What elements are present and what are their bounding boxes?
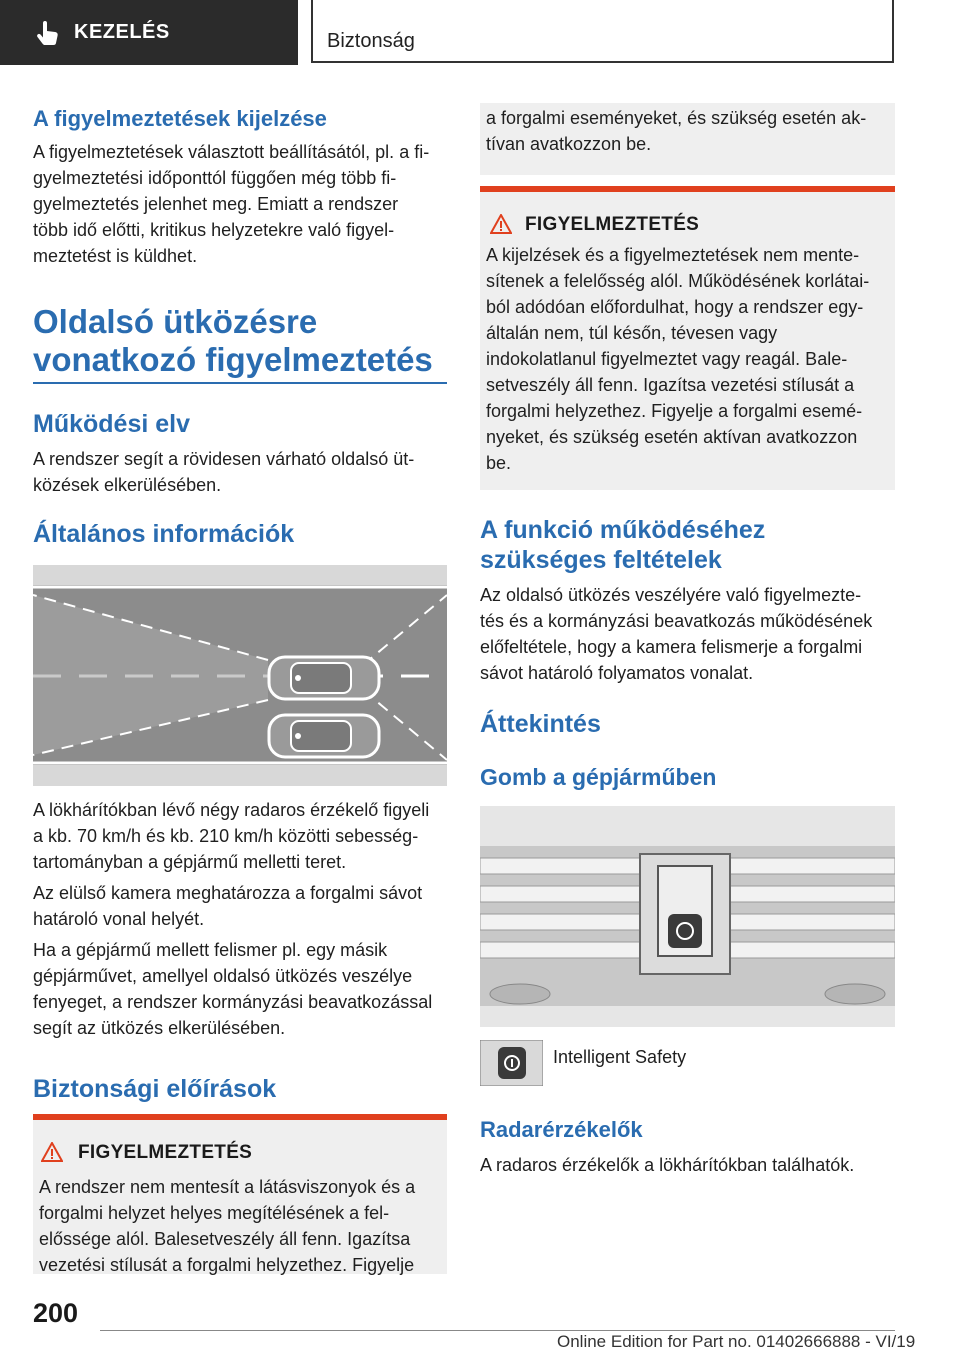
warning-title: FIGYELMEZTETÉS (525, 214, 700, 235)
heading-overview: Áttekintés (480, 710, 601, 738)
heading-requirements-line2: szükséges feltételek (480, 546, 722, 574)
hand-pointer-icon (36, 20, 60, 46)
heading-button: Gomb a gépjárműben (480, 764, 717, 790)
heading-display: A figyelmeztetések kijelzése (33, 106, 327, 131)
warning-text: A rendszer nem mentesít a látásviszonyok és a forgalmi helyzet helyes megítélésének a fel- előssége alól. Balesetveszély áll fenn. Igazítsa vezetési stílusát a forgalmi helyzethez. Figyelje (39, 1177, 416, 1275)
intelligent-safety-button (668, 914, 702, 948)
warning-text-continued: a forgalmi eseményeket, és szükség esetén ak- tívan avatkozzon be. (486, 108, 867, 154)
warning-text: A kijelzések és a figyelmeztetések nem mente- sítenek a felelősség alól. Működésének korlátai- ból adódóan előfordulhat, hogy a rendszer egy- általán nem, túl későn, tévesen vagy indokolatlanul figyelmeztet vagy reagál. Bale- setveszély áll fenn. Igazítsa vezetési stílusát a forgalmi helyzethez. Figyelje a forgalmi esemé- nyeket, és szükség esetén aktívan avatkozzon be. (486, 245, 870, 473)
chapter-header (311, 0, 894, 63)
page-title-line2: vonatkozó figyelmeztetés (33, 341, 433, 378)
button-caption: Intelligent Safety (553, 1047, 687, 1067)
warning-bar (480, 186, 895, 192)
page-title-line1: Oldalsó ütközésre (33, 303, 318, 340)
chapter-title: Biztonság (327, 30, 415, 52)
warning-triangle-icon (490, 214, 512, 234)
warning-bar (33, 1114, 447, 1120)
paragraph-general-3: Ha a gépjármű mellett felismer pl. egy másik gépjárművet, amellyel oldalsó ütközés veszélye fenyeget, a rendszer kormányzási beavatkozással segít az ütközés elkerülésében. (33, 940, 433, 1038)
warning-box-1 (33, 1114, 447, 1274)
warning-title: FIGYELMEZTETÉS (78, 1142, 253, 1163)
paragraph-display: A figyelmeztetések választott beállításától, pl. a fi- gyelmeztetési időponttól függően még több fi- gyelmeztetés jelenhet meg. Emiatt a rendszer több idő előtti, kritikus helyzetekre való figyel- meztetést is küldhet. (33, 142, 430, 266)
page-number: 200 (33, 1298, 79, 1328)
vehicle-other (269, 715, 379, 757)
paragraph-principle: A rendszer segít a rövidesen várható oldalsó üt- közések elkerülésében. (33, 449, 415, 495)
heading-radar: Radarérzékelők (480, 1117, 643, 1142)
vehicle-own (269, 657, 379, 699)
paragraph-general-1: A lökhárítókban lévő négy radaros érzékelő figyeli a kb. 70 km/h és kb. 210 km/h közötti sebesség- tartományban a gépjármű melletti teret. (33, 800, 430, 872)
paragraph-requirements: Az oldalsó ütközés veszélyére való figyelmezte- tés és a kormányzási beavatkozás működésének előfeltétele, hogy a kamera felismerje a forgalmi sávot határoló folyamatos vonalat. (480, 585, 873, 683)
paragraph-radar: A radaros érzékelők a lökhárítókban találhatók. (480, 1155, 855, 1175)
warning-box-1-continued (480, 103, 895, 175)
heading-safety: Biztonsági előírások (33, 1075, 277, 1103)
title-underline (33, 382, 447, 384)
section-tab (0, 0, 298, 65)
heading-general: Általános információk (33, 520, 295, 548)
footer-rule (100, 1330, 895, 1331)
edition-info: Online Edition for Part no. 01402666888 - VI/19 (557, 1332, 916, 1351)
button-location-photo (480, 806, 895, 1027)
side-collision-illustration (33, 565, 447, 786)
warning-box-2 (480, 186, 895, 490)
paragraph-general-2: Az elülső kamera meghatározza a forgalmi sávot határoló vonal helyét. (33, 883, 423, 929)
heading-requirements-line1: A funkció működéséhez (480, 516, 766, 544)
section-title: KEZELÉS (74, 21, 170, 43)
intelligent-safety-button-icon (480, 1040, 543, 1086)
warning-triangle-icon (41, 1142, 63, 1162)
heading-principle: Működési elv (33, 410, 190, 438)
